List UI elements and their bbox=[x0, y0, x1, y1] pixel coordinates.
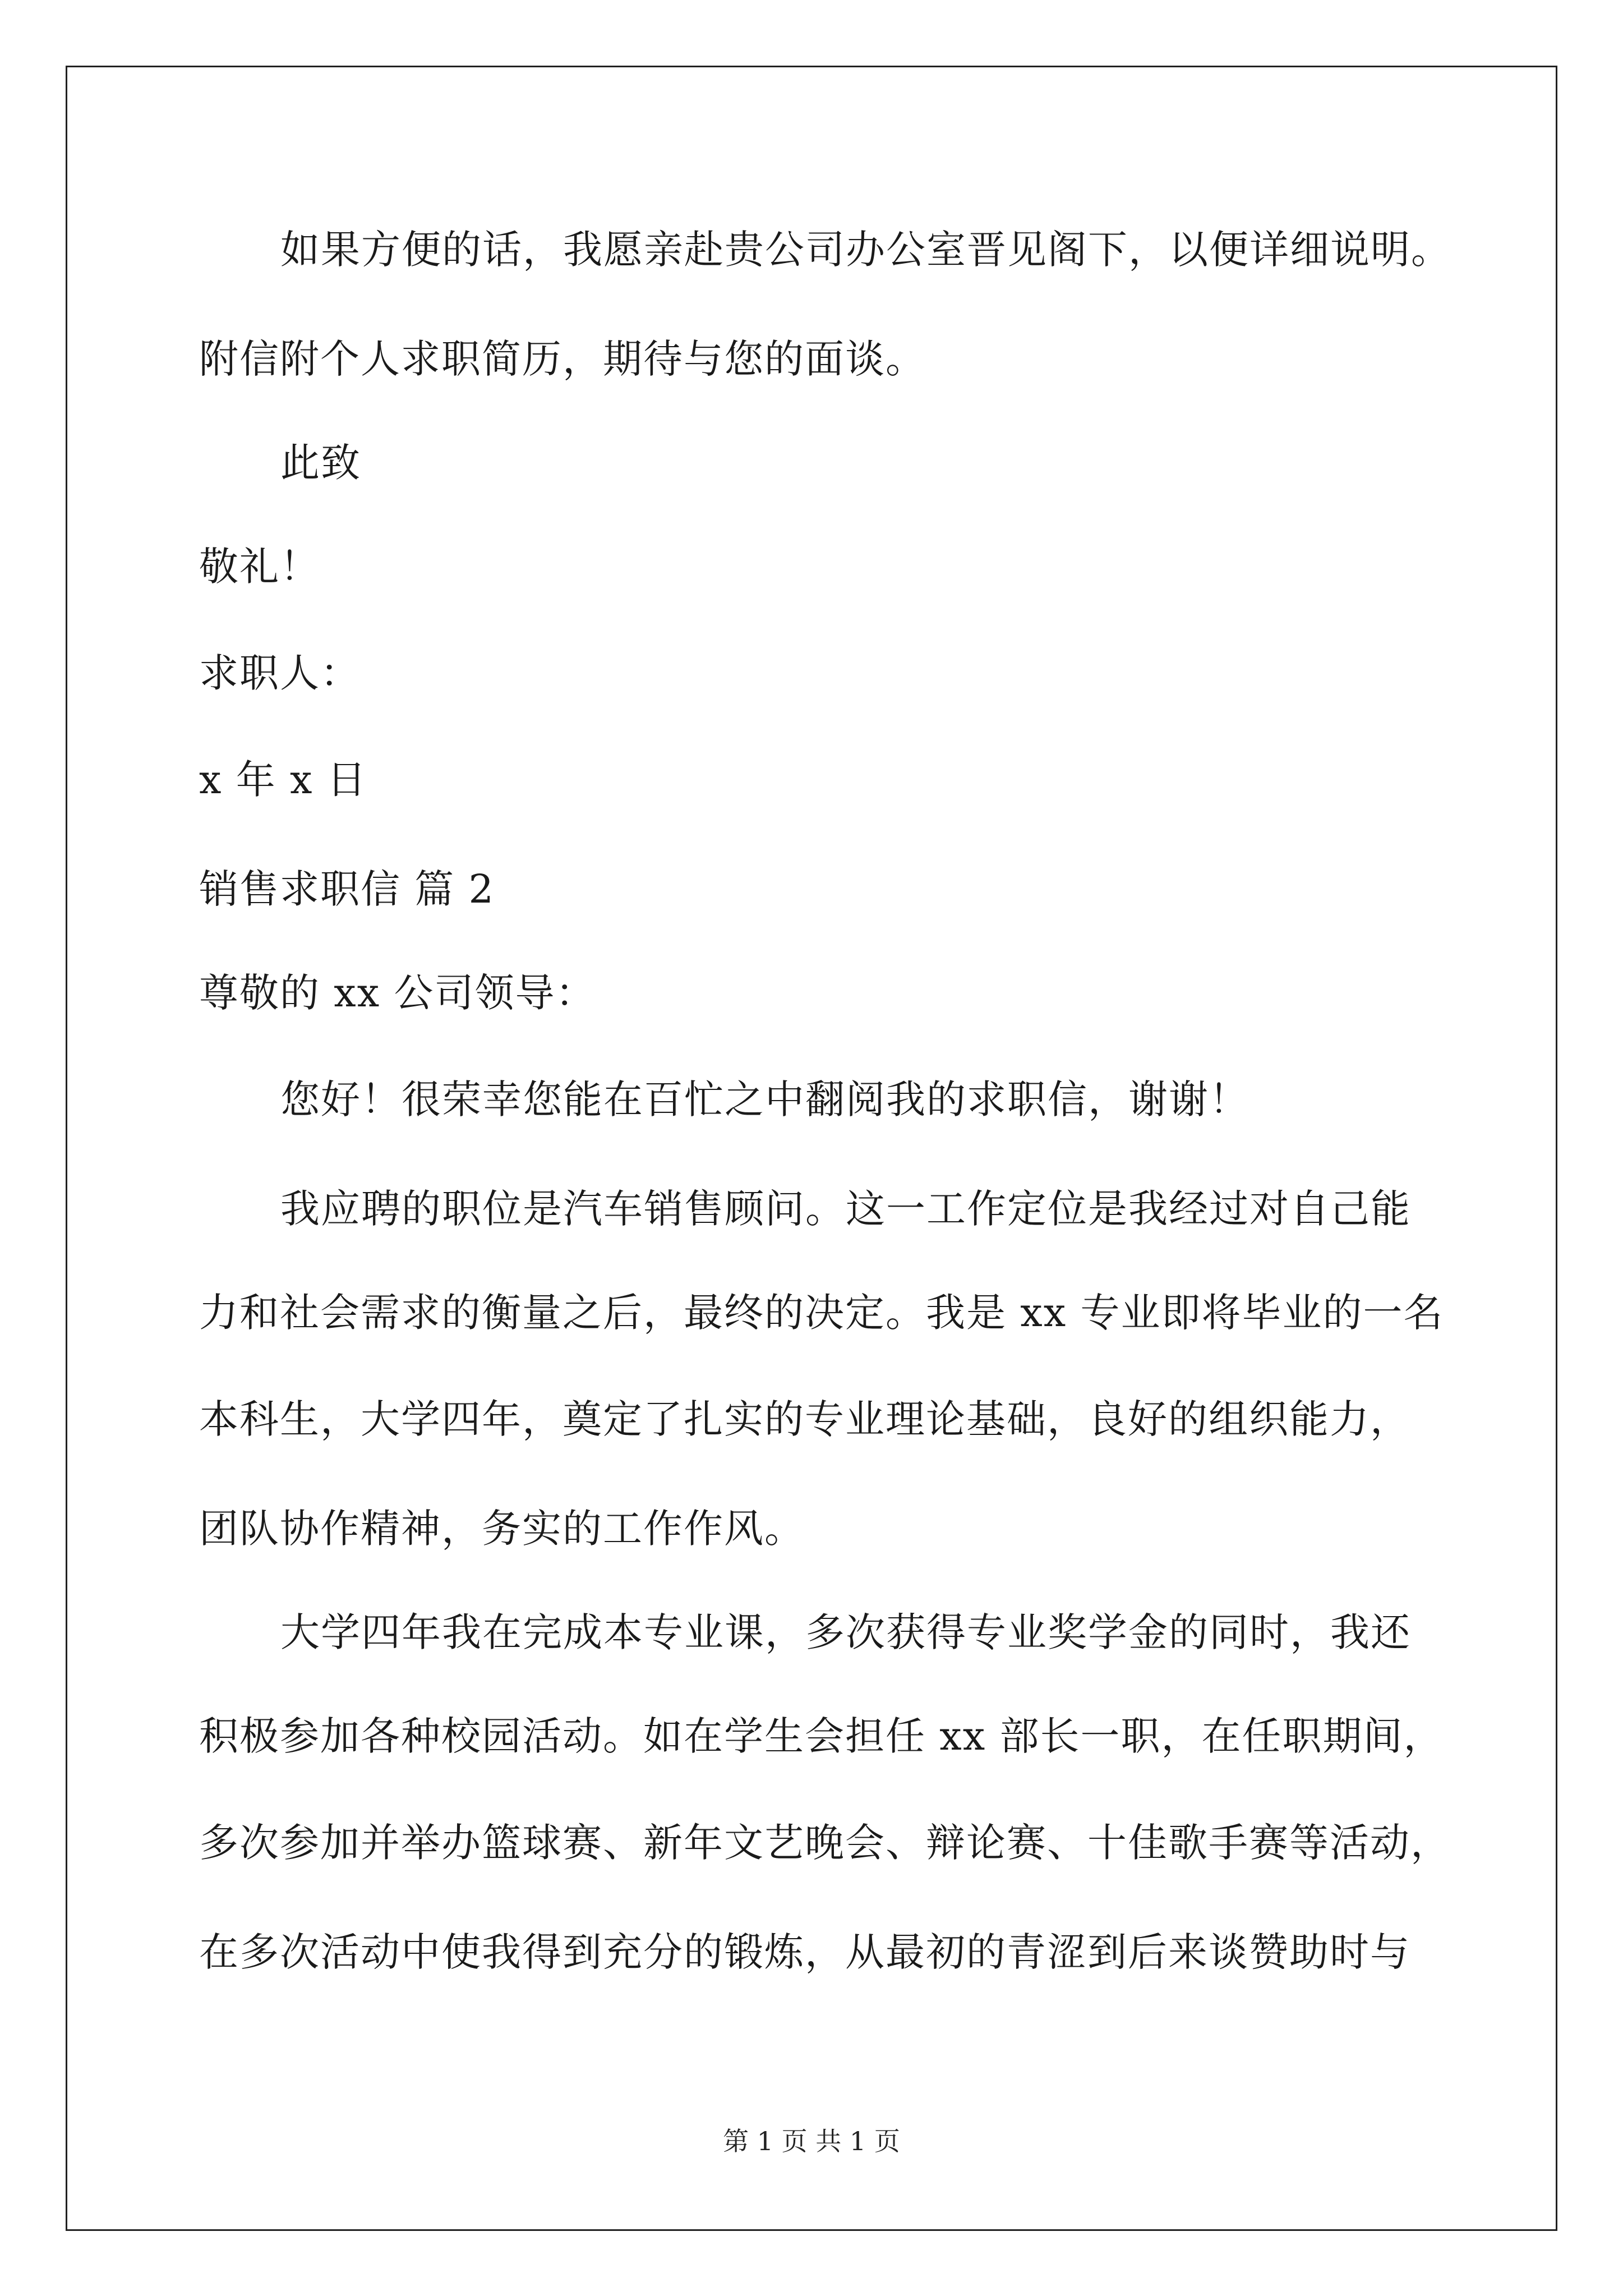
paragraph-line-10: 我应聘的职位是汽车销售顾问。这一工作定位是我经过对自己能 bbox=[280, 1186, 1411, 1232]
page-frame bbox=[66, 66, 1557, 2231]
paragraph-line-17: 在多次活动中使我得到充分的锻炼，从最初的青涩到后来谈赞助时与 bbox=[199, 1929, 1410, 1975]
signature-label: 求职人： bbox=[199, 650, 361, 696]
paragraph-line-11: 力和社会需求的衡量之后，最终的决定。我是 xx 专业即将毕业的一名 bbox=[199, 1290, 1444, 1336]
date-line: x 年 x 日 bbox=[199, 757, 367, 803]
closing-regards: 敬礼！ bbox=[199, 544, 320, 590]
paragraph-line-12: 本科生，大学四年，奠定了扎实的专业理论基础，良好的组织能力， bbox=[199, 1396, 1410, 1442]
paragraph-line-16: 多次参加并举办篮球赛、新年文艺晚会、辩论赛、十佳歌手赛等活动， bbox=[199, 1820, 1451, 1866]
paragraph-line-15: 积极参加各种校园活动。如在学生会担任 xx 部长一职，在任职期间， bbox=[199, 1713, 1444, 1759]
paragraph-line-2: 附信附个人求职简历，期待与您的面谈。 bbox=[199, 336, 926, 382]
closing-salutation: 此致 bbox=[280, 440, 361, 486]
paragraph-line-1: 如果方便的话，我愿亲赴贵公司办公室晋见阁下，以便详细说明。 bbox=[280, 227, 1451, 273]
page-footer: 第 1 页 共 1 页 bbox=[723, 2126, 900, 2156]
paragraph-line-13: 团队协作精神，务实的工作作风。 bbox=[199, 1506, 805, 1552]
paragraph-line-9: 您好！很荣幸您能在百忙之中翻阅我的求职信，谢谢！ bbox=[280, 1076, 1249, 1122]
paragraph-line-14: 大学四年我在完成本专业课，多次获得专业奖学金的同时，我还 bbox=[280, 1609, 1411, 1655]
greeting-line: 尊敬的 xx 公司领导： bbox=[199, 970, 596, 1016]
section-heading: 销售求职信 篇 2 bbox=[199, 866, 495, 912]
